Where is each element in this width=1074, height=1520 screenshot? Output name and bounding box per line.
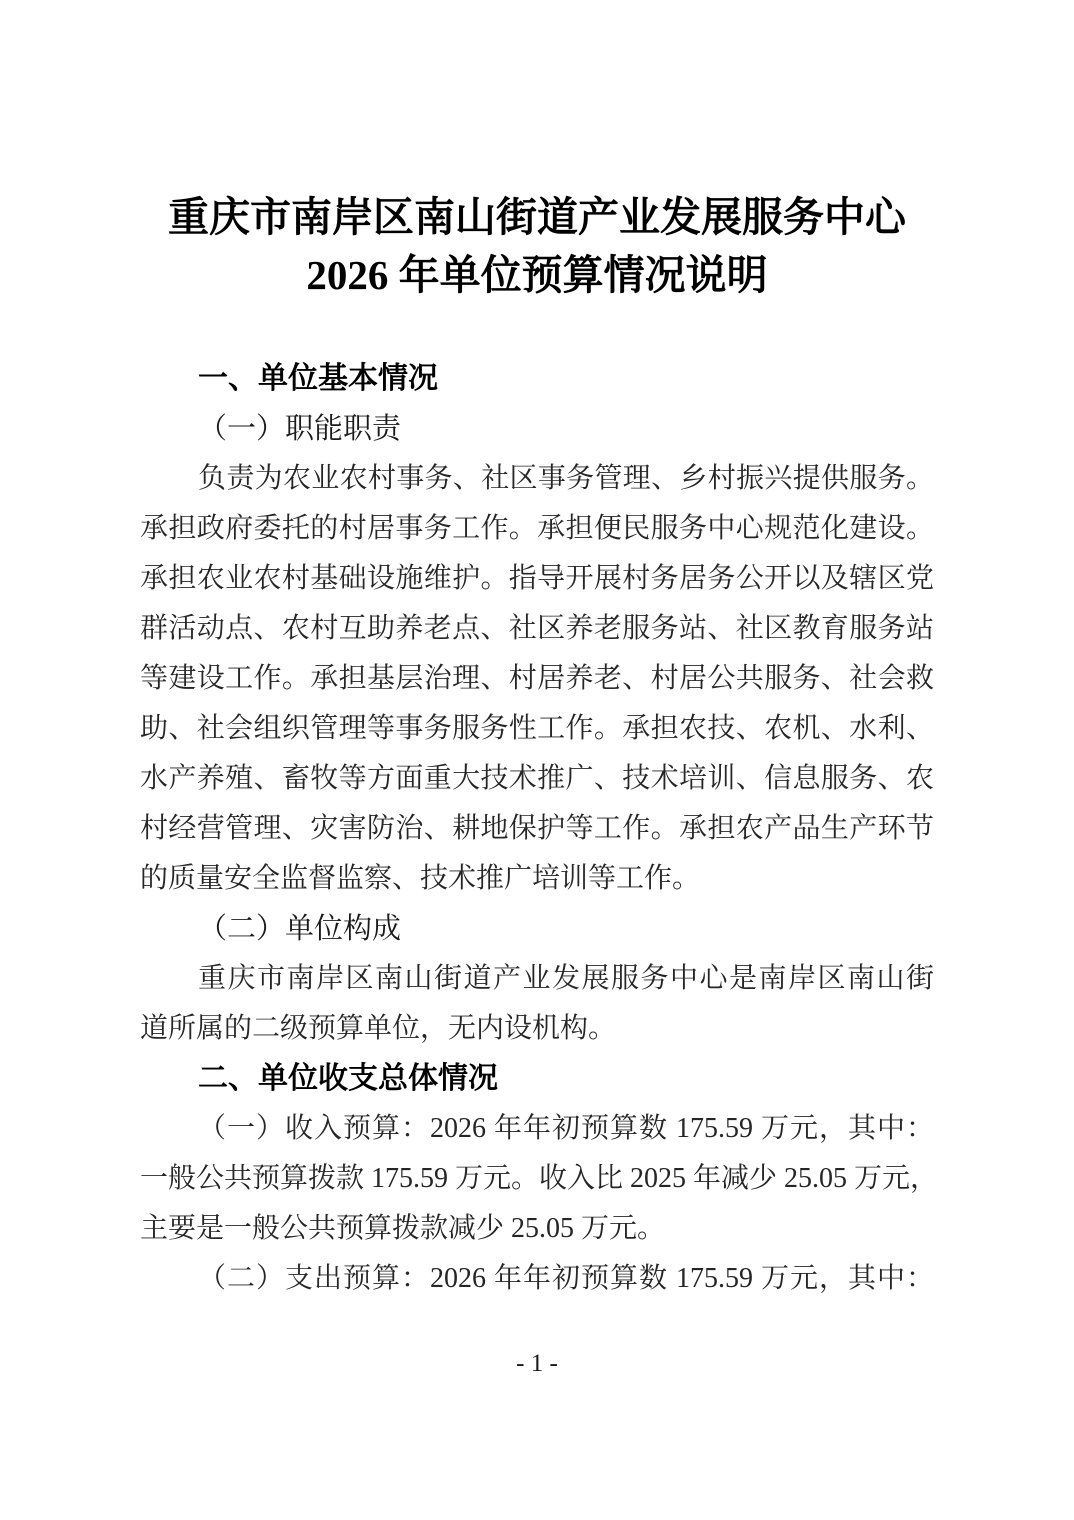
paragraph-line: （一）收入预算：2026 年年初预算数 175.59 万元，其中： <box>198 1113 934 1144</box>
document-title-line-2: 2026 年单位预算情况说明 <box>306 252 768 298</box>
paragraph-line: 承担农业农村基础设施维护。指导开展村务居务公开以及辖区党 <box>140 563 934 594</box>
document-title-line-1: 重庆市南岸区南山街道产业发展服务中心 <box>168 194 906 240</box>
paragraph-line: 主要是一般公共预算拨款减少 25.05 万元。 <box>140 1213 666 1244</box>
paragraph-line: 村经营管理、灾害防治、耕地保护等工作。承担农产品生产环节 <box>140 813 934 844</box>
paragraph-line: 道所属的二级预算单位，无内设机构。 <box>140 1013 617 1044</box>
paragraph-line: （二）支出预算：2026 年年初预算数 175.59 万元，其中： <box>198 1263 934 1294</box>
subsection-1-1-heading: （一）职能职责 <box>198 413 402 445</box>
paragraph-line: 助、社会组织管理等事务服务性工作。承担农技、农机、水利、 <box>140 713 934 744</box>
document-title <box>0 0 1074 304</box>
page-footer <box>0 1350 1074 1378</box>
paragraph-line: 一般公共预算拨款 175.59 万元。收入比 2025 年减少 25.05 万元， <box>140 1163 939 1194</box>
document-body <box>0 354 1074 1304</box>
paragraph-line: 重庆市南岸区南山街道产业发展服务中心是南岸区南山街 <box>198 963 934 994</box>
section-1-heading: 一、单位基本情况 <box>198 362 438 395</box>
paragraph-line: 的质量安全监督监察、技术推广培训等工作。 <box>140 863 701 894</box>
paragraph-line: 群活动点、农村互助养老点、社区养老服务站、社区教育服务站 <box>140 613 934 644</box>
paragraph-line: 水产养殖、畜牧等方面重大技术推广、技术培训、信息服务、农 <box>140 763 934 794</box>
paragraph-expenditure-budget <box>140 1254 934 1304</box>
paragraph-functions <box>140 454 934 904</box>
paragraph-income-budget <box>140 1104 939 1254</box>
paragraph-unit-composition <box>140 954 934 1054</box>
section-2-heading: 二、单位收支总体情况 <box>198 1062 498 1095</box>
paragraph-line: 承担政府委托的村居事务工作。承担便民服务中心规范化建设。 <box>140 513 934 544</box>
paragraph-line: 负责为农业农村事务、社区事务管理、乡村振兴提供服务。 <box>198 463 934 494</box>
subsection-1-2-heading: （二）单位构成 <box>198 913 402 945</box>
paragraph-line: 等建设工作。承担基层治理、村居养老、村居公共服务、社会救 <box>140 663 934 694</box>
page-number: - 1 - <box>516 1350 558 1377</box>
